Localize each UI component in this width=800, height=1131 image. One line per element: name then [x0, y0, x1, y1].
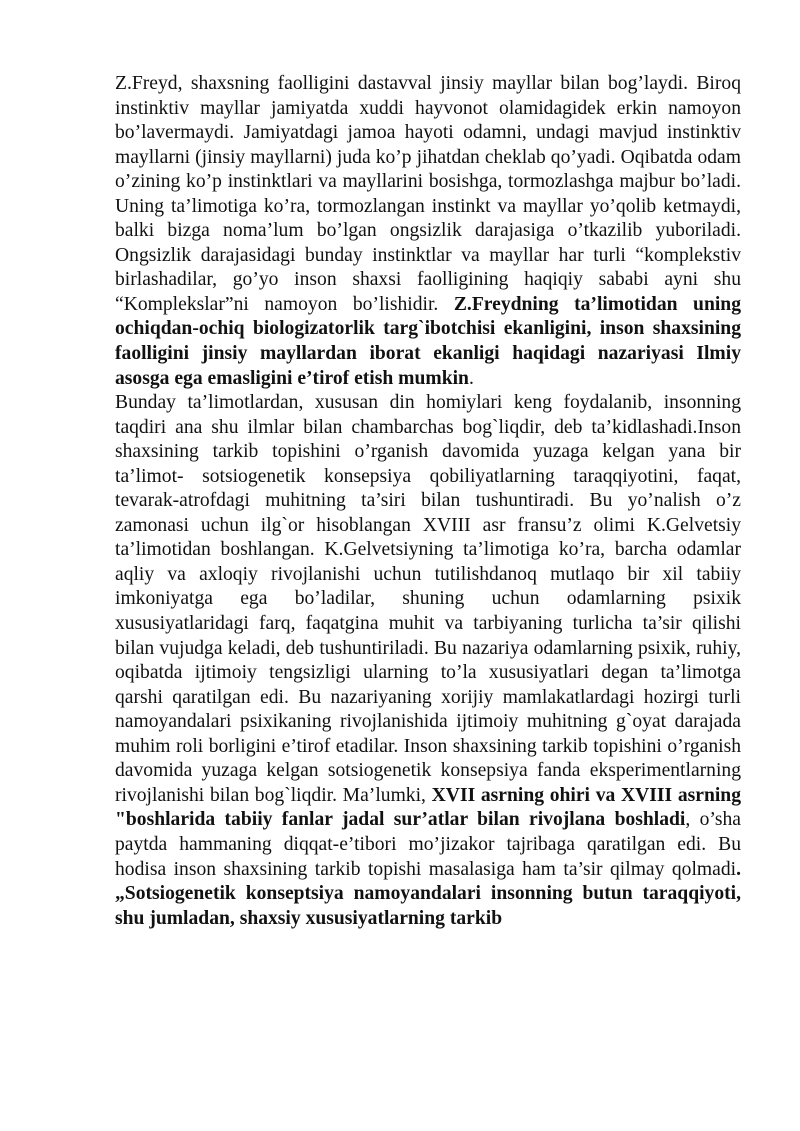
paragraph-sociogenetic-bold-ending: .„Sotsiogenetik konseptsiya namoyandalari insonning butun taraqqiyoti, shu jumladan, shaxsiy xususiyatlarning tarkib [115, 858, 741, 929]
paragraph-sociogenetic-text: Bunday ta’limotlardan, xususan din homiylari keng foydalanib, insonning taqdiri ana shu ilmlar bilan chambarchas bog`liqdir, deb ta’kidlashadi.Inson shaxsining tarkib topishini o’rganish davomida yuzaga kelgan yana bir ta’limot- sotsiogenetik konsepsiya qobiliyatlarning taraqqiyotini, faqat, tevarak-atrofdagi muhitning ta’siri bilan tushuntiradi. Bu yo’nalish o’z zamonasi uchun ilg`or hisoblangan XVIII asr fransu’z olimi K.Gelvetsiy ta’limotidan boshlangan. K.Gelvetsiyning ta’limotiga ko’ra, barcha odamlar aqliy va axloqiy rivojlanishi uchun tutilishdanoq mutlaqo bir xil tabiiy imkoniyatga ega bo’ladilar, shuning uchun odamlarning psixik xususiyatlaridagi farq, faqatgina muhit va tarbiyaning turlicha ta’sir qilishi bilan vujudga keladi, deb tushuntiriladi. Bu nazariya odamlarning psixik, ruhiy, oqibatda ijtimoiy tengsizligi ularning to’la xususiyatlari degan ta’limotga qarshi qaratilgan edi. Bu nazariyaning xorijiy mamlakatlardagi hozirgi turli namoyandalari psixikaning rivojlanishida ijtimoiy muhitning g`oyat darajada muhim roli borligini e’tirof etadilar. Inson shaxsining tarkib topishini o’rganish davomida yuzaga kelgan sotsiogenetik konsepsiya fanda eksperimentlarning rivojlanishi bilan bog`liqdir. Ma’lumki, [115, 392, 741, 806]
document-page [115, 72, 741, 931]
paragraph-freud-text: Z.Freyd, shaxsning faolligini dastavval jinsiy mayllar bilan bog’laydi. Biroq instinktiv mayllar jamiyatda xuddi hayvonot olamidagidek erkin namoyon bo’lavermaydi. Jamiyatdagi jamoa hayoti odamni, undagi mavjud instinktiv mayllarni (jinsiy mayllarni) juda ko’p jihatdan cheklab qo’yadi. Oqibatda odam o’zining ko’p instinktlari va mayllarini bosishga, tormozlashga majbur bo’ladi. Uning ta’limotiga ko’ra, tormozlangan instinkt va mayllar yo’qolib ketmaydi, balki bizga noma’lum bo’lgan ongsizlik darajasiga o’tkazilib yuboriladi. Ongsizlik darajasidagi bunday instinktlar va mayllar har turli “komplekstiv birlashadilar, go’yo inson shaxsi faolligining haqiqiy sababi ayni shu “Komplekslar”ni namoyon bo’lishidir. [115, 73, 741, 315]
paragraph-sociogenetic [115, 391, 741, 931]
paragraph-freud-bold-conclusion: Z.Freydning ta’limotidan uning ochiqdan-ochiq biologizatorlik targ`ibotchisi ekanligini, inson shaxsining faolligini jinsiy mayllardan iborat ekanligi haqidagi nazariyasi Ilmiy asosga ega emasligini e’tirof etish mumkin [115, 293, 741, 389]
paragraph-sociogenetic-middle: , o’sha paytda hammaning diqqat-e’tibori mo’jizakor tajribaga qaratilgan edi. Bu hodisa inson shaxsining tarkib topishi masalasiga ham ta’sir qilmay qolmadi [115, 809, 741, 880]
paragraph-freud-end: . [468, 367, 474, 389]
paragraph-freud [115, 72, 741, 391]
paragraph-sociogenetic-bold-century: XVII asrning ohiri va XVIII asrning "boshlarida tabiiy fanlar jadal sur’atlar bilan rivojlana boshladi [115, 784, 741, 831]
